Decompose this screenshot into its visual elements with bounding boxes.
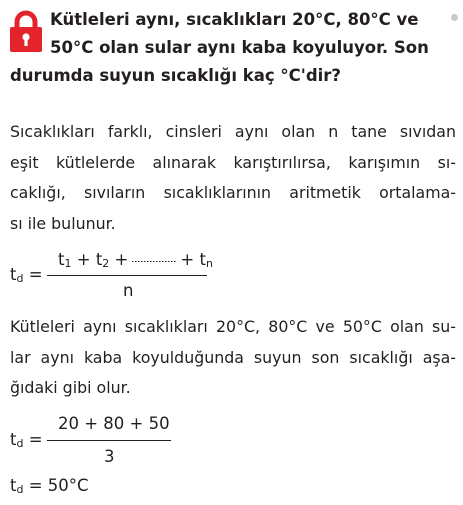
paragraph-line: caklığı, sıvıların sıcaklıklarının aritmetik ortalama- — [10, 183, 456, 202]
paragraph-line: ğıdaki gibi olur. — [10, 378, 131, 397]
formula-numerator: $t_1 + t_2$ + + $t_n$ — [58, 250, 213, 270]
question-line: durumda suyun sıcaklığı kaç °C'dir? — [10, 66, 341, 85]
paragraph-line: sı ile bulunur. — [10, 213, 116, 233]
formula-denominator: n — [123, 281, 134, 300]
calc-denominator: 3 — [104, 447, 115, 466]
paragraph-line: lar aynı kaba koyulduğunda suyun son sıcaklığı aşa- — [10, 347, 456, 367]
fraction-bar — [47, 275, 207, 276]
calc-lhs: $t_d$ = — [10, 430, 43, 450]
paragraph-line: Kütleleri aynı sıcaklıkları 20°C, 80°C ve 50°C olan su- — [10, 317, 456, 336]
question-text — [10, 6, 458, 90]
question-line: Kütleleri aynı, sıcaklıkları 20°C, 80°C ve — [50, 10, 419, 29]
paragraph-line: eşit kütlelerde alınarak karıştırılırsa, karışımın sı- — [10, 152, 456, 172]
explanation-paragraph — [10, 117, 456, 239]
calc-numerator: 20 + 80 + 50 — [58, 414, 170, 433]
calc-result: $t_d = 50^\circ C$ — [10, 476, 89, 496]
application-paragraph — [10, 312, 456, 404]
ellipsis-dots — [132, 261, 176, 262]
formula-lhs: $t_d$ = — [10, 265, 43, 285]
question-line: 50°C olan sular aynı kaba koyuluyor. Son — [50, 38, 429, 57]
paragraph-line: Sıcaklıkları farklı, cinsleri aynı olan n tane sıvıdan — [10, 122, 456, 141]
fraction-bar — [47, 440, 171, 441]
